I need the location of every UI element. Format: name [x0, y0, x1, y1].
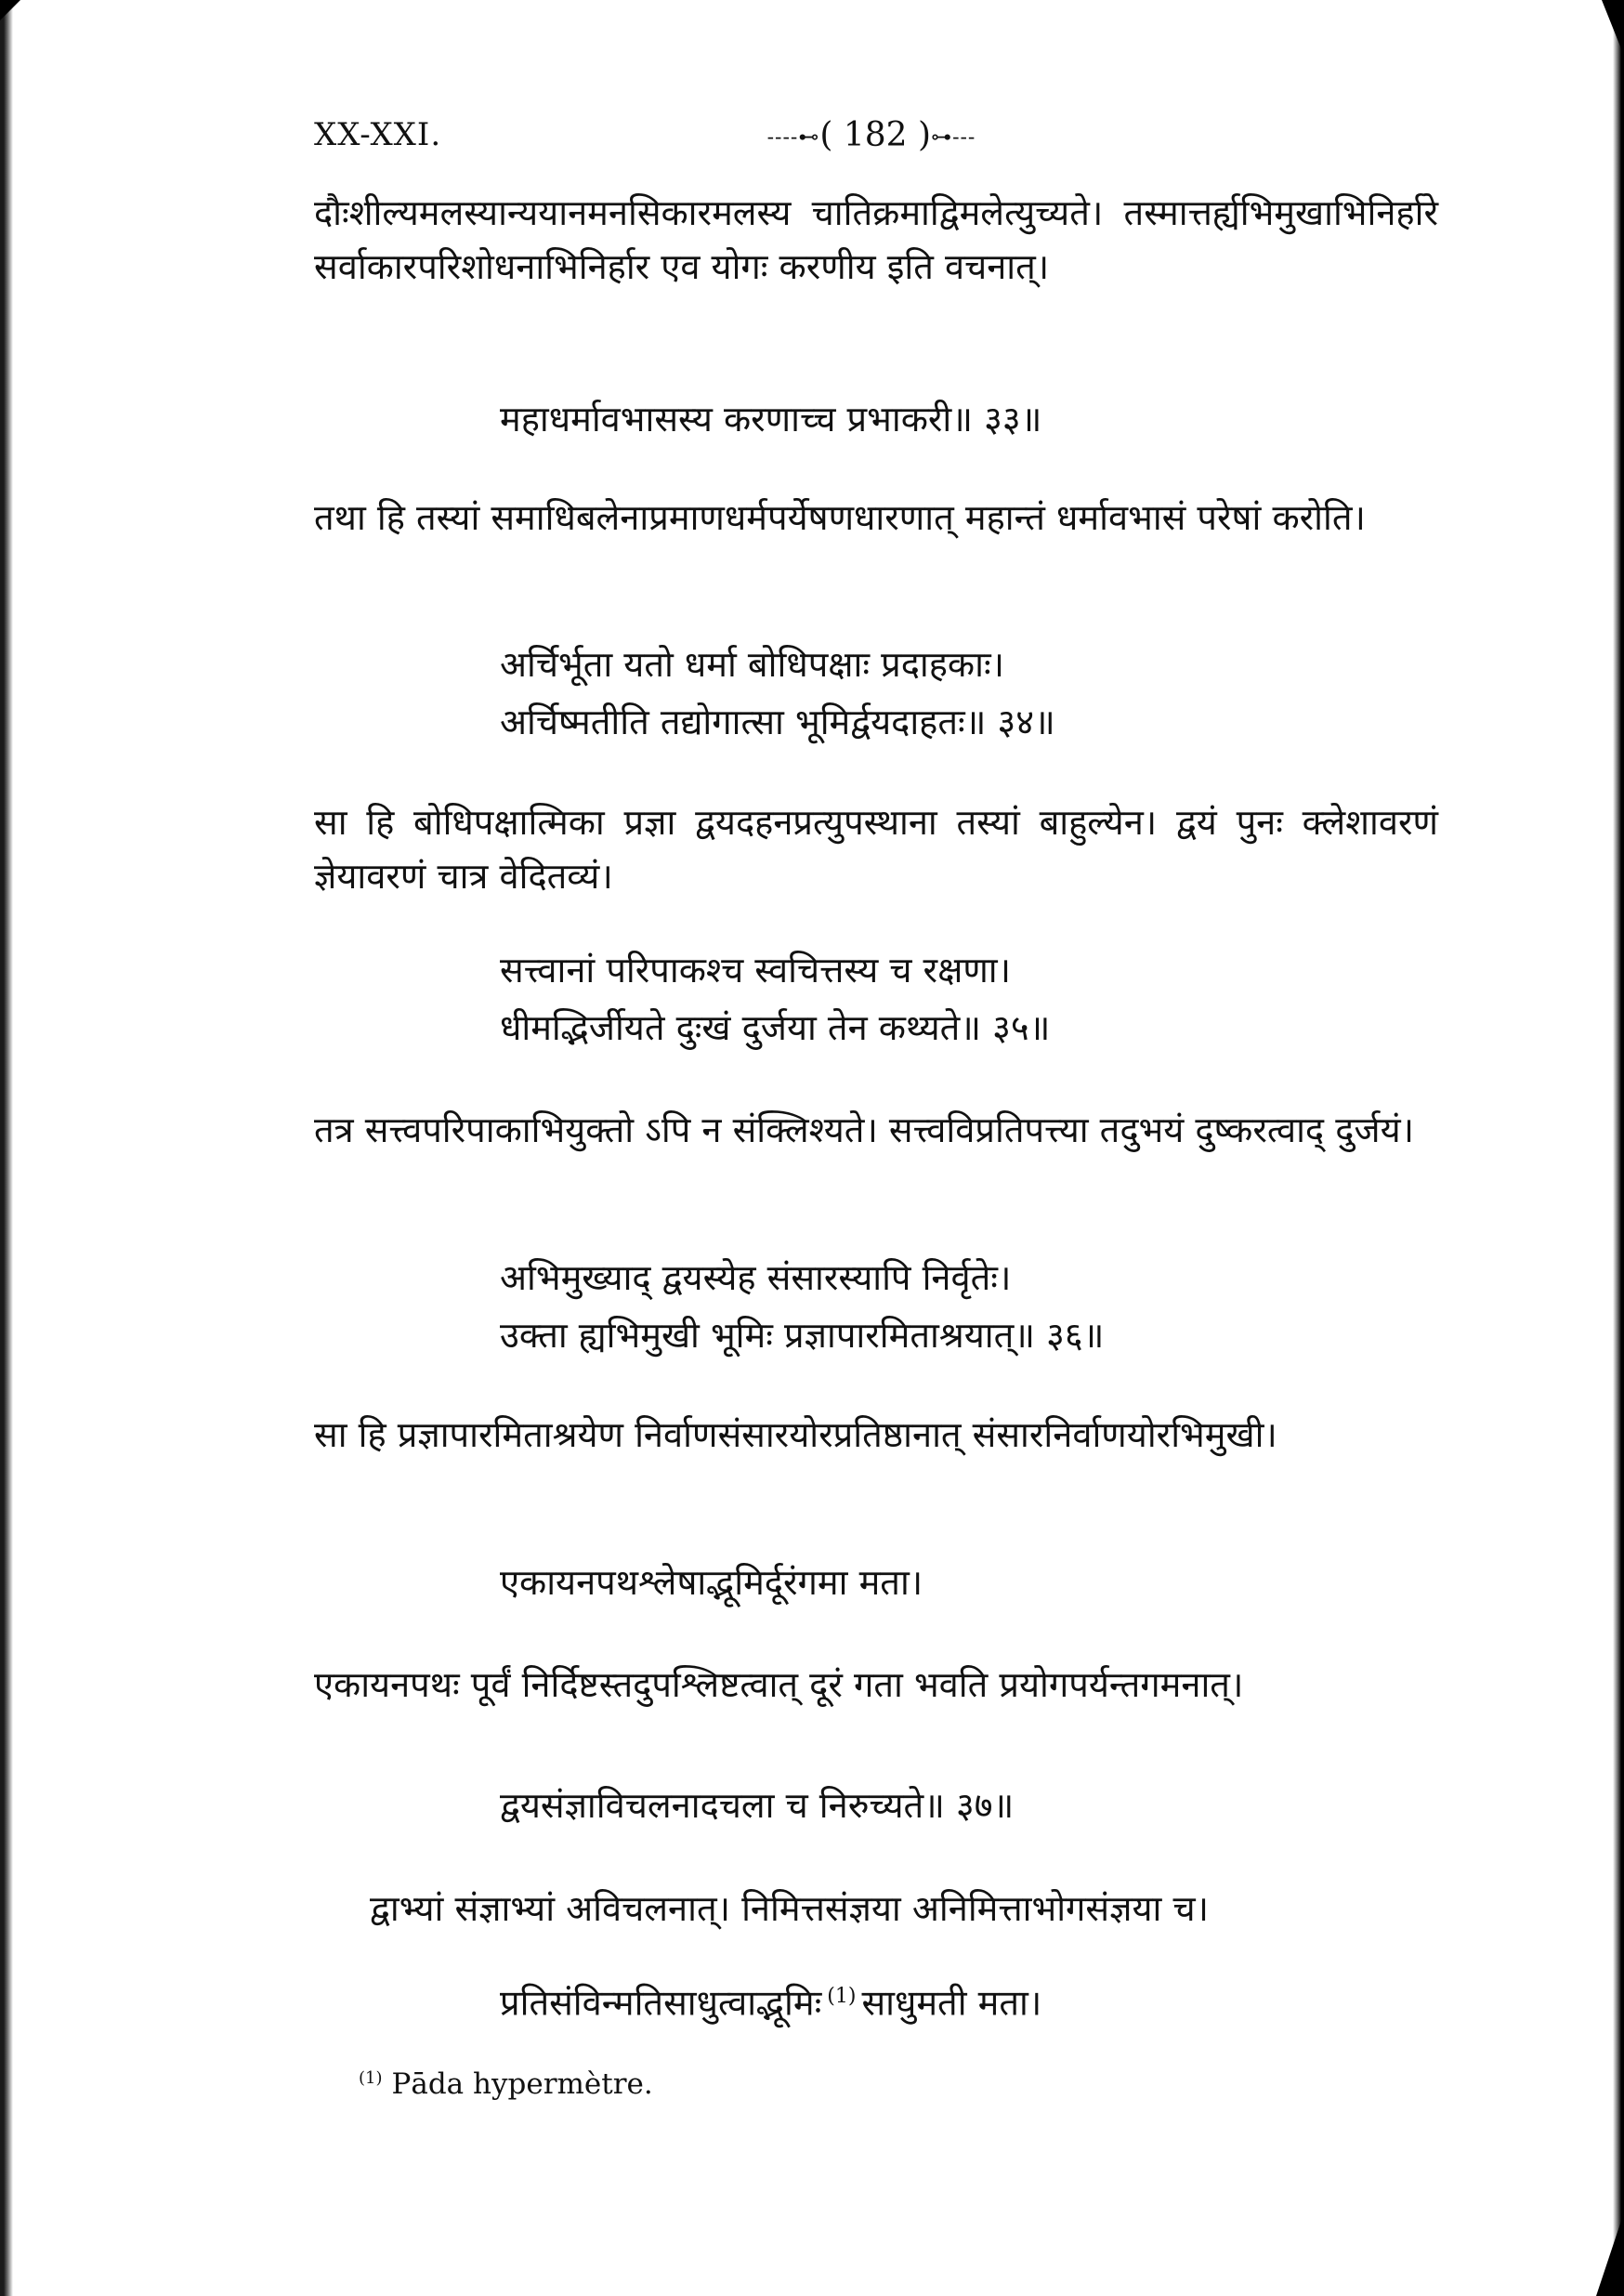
verse-36-line-2: उक्ता ह्यभिमुखी भूमिः प्रज्ञापारमिताश्रयात्॥ ३६॥: [500, 1315, 1105, 1356]
verse-34-line-1: अर्चिर्भूता यतो धर्मा बोधिपक्षाः प्रदाहकाः।: [500, 644, 1005, 685]
paragraph-4: तत्र सत्त्वपरिपाकाभियुक्तो ऽपि न संक्लिश्यते। सत्त्वविप्रतिपत्त्या तदुभयं दुष्करत्वाद् दुर्जयं।: [314, 1109, 1415, 1150]
footnote-text: Pāda hypermètre.: [391, 2067, 653, 2101]
paragraph-6: एकायनपथः पूर्वं निर्दिष्टस्तदुपश्लिष्टत्वात् दूरं गता भवति प्रयोगपर्यन्तगमनात्।: [314, 1664, 1244, 1705]
footnote-mark: (1): [359, 2067, 383, 2088]
verse-35-line-2: धीमद्भिर्जीयते दुःखं दुर्जया तेन कथ्यते॥ ३५॥: [500, 1007, 1051, 1048]
section-label: XX-XXI.: [314, 116, 442, 153]
page-number: [732, 116, 1011, 154]
footnote-reference: (1): [827, 1985, 857, 2008]
verse-34-line-2: अर्चिष्मतीति तद्योगात्सा भूमिर्द्वयदाहतः॥ ३४॥: [500, 702, 1055, 742]
scan-edge-right: [1613, 0, 1624, 2296]
paragraph-2: तथा हि तस्यां समाधिबलेनाप्रमाणधर्मपर्येषणधारणात् महान्तं धर्मावभासं परेषां करोति।: [314, 497, 1366, 538]
verse-35: [500, 941, 1438, 1056]
running-header: [314, 116, 1438, 163]
scan-corner-bottom-right: [1596, 2212, 1624, 2296]
verse-dūraṅgamā-line: एकायनपथश्लेषाद्भूमिर्दूरंगमा मता।: [500, 1562, 923, 1603]
paragraph-1: दौःशील्यमलस्यान्ययानमनसिकारमलस्य चातिक्रमाद्विमलेत्युच्यते। तस्मात्तर्ह्यभिमुखाभिनिर्हारे सर्वाकारपरिशोधनाभिनिर्हार एव योगः करणीय इति वचनात्।: [314, 192, 1438, 287]
verse-dūraṅgamā: [500, 1554, 1438, 1611]
paragraph-5: सा हि प्रज्ञापारमिताश्रयेण निर्वाणसंसारयोरप्रतिष्ठानात् संसारनिर्वाणयोरभिमुखी।: [314, 1414, 1277, 1455]
verse-sādhumatī-line: [500, 1968, 1438, 2032]
verse-35-line-1: सत्त्वानां परिपाकश्च स्वचित्तस्य च रक्षणा।: [500, 950, 1012, 991]
verse-37: [500, 1777, 1438, 1834]
verse-sādhumatī-part-b: साधुमती मता।: [861, 1982, 1042, 2024]
verse-34: [500, 636, 1438, 751]
scan-corner-top-right: [1602, 0, 1624, 56]
page-number-text: ( 182 ): [819, 116, 932, 154]
paragraph-7: द्वाभ्यां संज्ञाभ्यां अविचलनात्। निमित्तसंज्ञया अनिमित्ताभोगसंज्ञया च।: [370, 1888, 1209, 1929]
verse-sādhumatī-part-a: प्रतिसंविन्मतिसाधुत्वाद्भूमिः: [500, 1982, 822, 2024]
verse-36-line-1: अभिमुख्याद् द्वयस्येह संसारस्यापि निर्वृतेः।: [500, 1257, 1012, 1298]
verse-sādhumatī: [500, 1968, 1438, 2032]
footnote: [359, 2067, 653, 2101]
scan-edge-left: [0, 0, 13, 2296]
verse-33-line: महाधर्मावभासस्य करणाच्च प्रभाकरी॥ ३३॥: [500, 399, 1042, 440]
verse-37-line: द्वयसंज्ञाविचलनादचला च निरुच्यते॥ ३७॥: [500, 1785, 1015, 1826]
paragraph-3: सा हि बोधिपक्षात्मिका प्रज्ञा द्वयदहनप्रत्युपस्थाना तस्यां बाहुल्येन। द्वयं पुनः क्लेशावरणं ज्ञेयावरणं चात्र वेदितव्यं।: [314, 802, 1438, 897]
scan-corner-top-left: [0, 0, 20, 20]
ornament-right: ⊶---: [931, 125, 976, 150]
verse-33: [500, 390, 1438, 448]
ornament-left: ----⊷: [766, 125, 820, 150]
verse-36: [500, 1249, 1438, 1364]
